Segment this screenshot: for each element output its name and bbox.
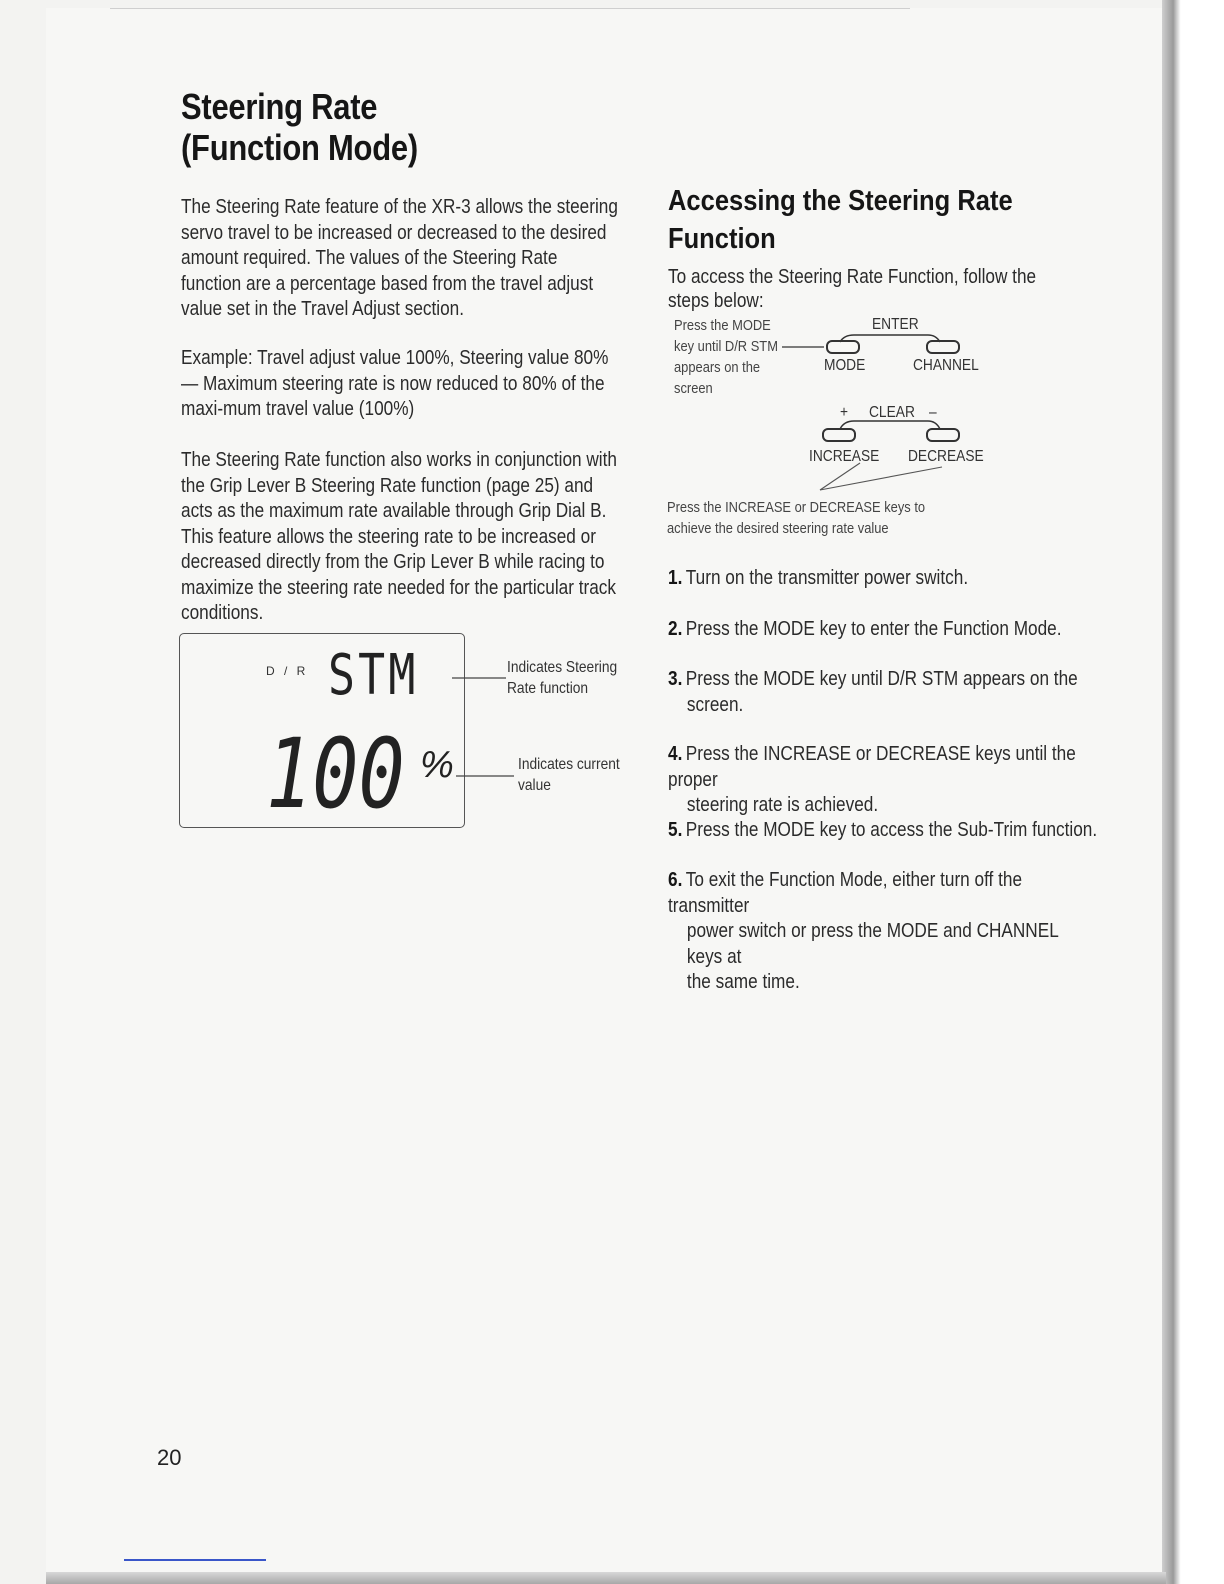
- lcd-value: 100: [266, 718, 405, 830]
- top-rule: [110, 8, 910, 9]
- mode-note-line-1: Press the MODE: [674, 317, 771, 334]
- step-text: To exit the Function Mode, either turn off the transmitter: [668, 869, 1023, 917]
- step-4: [668, 742, 1098, 819]
- step-text-continued: power switch or press the MODE and CHANNEL keys at: [686, 920, 1059, 968]
- step-text: Press the MODE key until D/R STM appears on the: [685, 668, 1078, 690]
- section-intro: To access the Steering Rate Function, follow the steps below:: [668, 266, 1037, 312]
- step-5: [668, 818, 1098, 844]
- page-title: [181, 86, 559, 168]
- mode-note: [674, 315, 778, 399]
- step-1: [668, 566, 1098, 592]
- example-paragraph: Example: Travel adjust value 100%, Steering value 80% — Maximum steering rate is now reduced to 80% of the maxi-mum travel value (100%): [181, 347, 609, 420]
- keys-note: [667, 497, 925, 539]
- step-text-continued: the same time.: [686, 971, 800, 993]
- plus-label: +: [840, 404, 849, 421]
- step-text: Turn on the transmitter power switch.: [685, 567, 969, 589]
- step-3: [668, 667, 1098, 718]
- step-number: 4.: [668, 743, 683, 765]
- section-heading-line-1: Accessing the Steering Rate: [668, 185, 1013, 217]
- mode-key[interactable]: [826, 340, 860, 354]
- lcd-percent-unit: %: [420, 744, 454, 786]
- page-number: 20: [157, 1445, 182, 1470]
- lcd-display: [179, 633, 465, 828]
- grip-lever-paragraph: The Steering Rate function also works in conjunction with the Grip Lever B Steering Rate function (page 25) and acts as the maximum rate available through Grip Dial B. This feature allows the steering rate to be increased or decreased directly from the Grip Lever B while racing to maximize the steering rate needed for the particular track conditions.: [181, 449, 617, 624]
- mode-note-line-4: screen: [674, 380, 713, 397]
- callout-function-label: Indicates Steering Rate function: [507, 659, 618, 697]
- step-text: Press the MODE key to access the Sub-Trim function.: [685, 819, 1098, 841]
- title-line-2: (Function Mode): [181, 127, 418, 168]
- step-text-continued: screen.: [686, 693, 744, 716]
- keys-pointer-line-2: [820, 467, 942, 490]
- lcd-function-code: STM: [328, 643, 419, 708]
- enter-label: ENTER: [872, 316, 919, 333]
- increase-key-label: INCREASE: [809, 448, 880, 465]
- clear-label: CLEAR: [869, 404, 915, 421]
- step-number: 3.: [668, 668, 683, 690]
- intro-paragraph: The Steering Rate feature of the XR-3 allows the steering servo travel to be increased or decreased to the desired amount required. The values of the Steering Rate function are a percentage based from the travel adjust value set in the Travel Adjust section.: [181, 196, 618, 320]
- channel-key[interactable]: [926, 340, 960, 354]
- section-heading: [668, 182, 1038, 258]
- step-number: 6.: [668, 869, 683, 891]
- step-6: [668, 868, 1098, 996]
- step-number: 1.: [668, 567, 683, 589]
- bottom-blue-rule: [124, 1559, 266, 1561]
- decrease-key[interactable]: [926, 428, 960, 442]
- page-binding-edge: [1162, 0, 1224, 1584]
- step-text-continued: steering rate is achieved.: [686, 794, 879, 816]
- mode-note-line-2: key until D/R STM: [674, 338, 778, 355]
- decrease-key-label: DECREASE: [908, 448, 984, 465]
- page-bottom-edge: [46, 1572, 1166, 1584]
- mode-note-line-3: appears on the: [674, 359, 761, 376]
- section-heading-line-2: Function: [668, 223, 776, 255]
- step-text: Press the MODE key to enter the Function Mode.: [685, 618, 1062, 640]
- increase-key[interactable]: [822, 428, 856, 442]
- keys-note-line-1: Press the INCREASE or DECREASE keys to: [667, 499, 926, 516]
- step-text: Press the INCREASE or DECREASE keys until the proper: [668, 743, 1076, 791]
- step-2: [668, 617, 1098, 643]
- step-number: 2.: [668, 618, 683, 640]
- channel-key-label: CHANNEL: [913, 357, 979, 374]
- clear-bracket: [840, 421, 940, 429]
- lcd-dr-indicator: D / R: [266, 664, 309, 678]
- mode-key-label: MODE: [824, 357, 866, 374]
- callout-value-label: Indicates current value: [518, 756, 620, 794]
- step-number: 5.: [668, 819, 683, 841]
- keys-note-line-2: achieve the desired steering rate value: [667, 520, 889, 537]
- minus-label: –: [929, 404, 937, 421]
- title-line-1: Steering Rate: [181, 86, 378, 127]
